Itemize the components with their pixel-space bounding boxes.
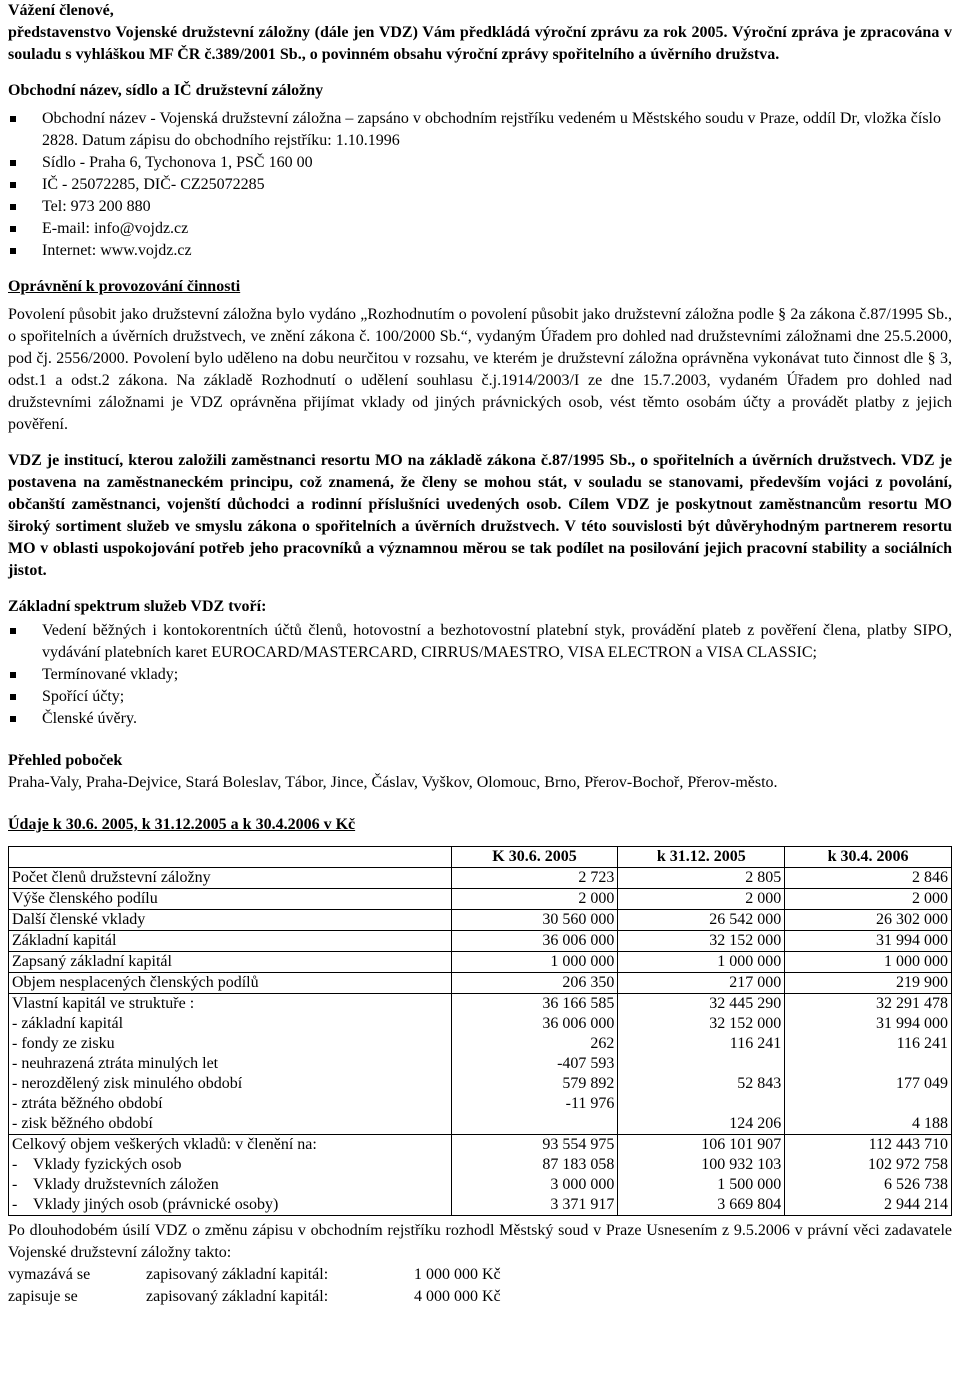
table-cell: 219 900 (785, 973, 952, 994)
table-cell: 2 723 (451, 868, 618, 889)
table-cell: 177 049 (896, 1075, 948, 1092)
table-cell (455, 1114, 615, 1134)
capital-change-row (8, 1286, 952, 1308)
table-cell-label: Počet členů družstevní záložny (9, 868, 452, 889)
list-item: Členské úvěry. (8, 708, 952, 730)
capital-amount: 4 000 000 Kč (414, 1288, 501, 1305)
list-item: Termínované vklady; (8, 664, 952, 686)
table-cell: 1 000 000 (785, 952, 952, 973)
section-table (8, 814, 952, 1216)
data-table (8, 846, 952, 1216)
table-cell: 36 006 000 (451, 931, 618, 952)
table-header-cell: k 31.12. 2005 (618, 847, 785, 868)
equity-values-2005-12 (618, 994, 785, 1135)
deposit-label: - Vklady fyzických osob (12, 1156, 182, 1173)
equity-label: Vlastní kapitál ve struktuře : (12, 995, 195, 1012)
table-cell: 116 241 (729, 1035, 782, 1052)
deposit-values-2005-06 (451, 1135, 618, 1216)
table-cell: 1 000 000 (451, 952, 618, 973)
table-cell: 31 994 000 (876, 1015, 948, 1032)
table-cell: 26 302 000 (785, 910, 952, 931)
table-title: Údaje k 30.6. 2005, k 31.12.2005 a k 30.4.2006 v Kč (8, 816, 356, 833)
table-cell: 2 000 (451, 889, 618, 910)
table-row-deposits (9, 1135, 952, 1216)
closing-text: Po dlouhodobém úsilí VDZ o změnu zápisu v obchodním rejstříku rozhodl Městský soud v Praze Usnesením z 9.5.2006 v právní věci zadavatele Vojenské družstevní záložny takto: (8, 1222, 952, 1261)
capital-amount: 1 000 000 Kč (414, 1266, 501, 1283)
table-cell: 52 843 (737, 1075, 782, 1092)
equity-label: - neuhrazená ztráta minulých let (12, 1055, 219, 1072)
table-cell: 3 371 917 (550, 1196, 615, 1213)
section-branches-heading: Přehled poboček (8, 752, 123, 769)
list-item: Tel: 973 200 880 (8, 196, 952, 218)
table-row-equity (9, 994, 952, 1135)
branches-text: Praha-Valy, Praha-Dejvice, Stará Boleslav, Tábor, Jince, Čáslav, Vyškov, Olomouc, Brno, Přerov-Bochoř, Přerov-město. (8, 774, 778, 791)
equity-label: - fondy ze zisku (12, 1035, 115, 1052)
section-authorization-heading: Oprávnění k provozování činnosti (8, 278, 241, 295)
table-cell: 6 526 738 (884, 1176, 948, 1193)
table-row (9, 889, 952, 910)
equity-values-2006-04 (785, 994, 952, 1135)
table-cell: 30 560 000 (451, 910, 618, 931)
capital-change-row (8, 1264, 952, 1286)
section-services (8, 596, 952, 730)
intro-text: představenstvo Vojenské družstevní záložny (dále jen VDZ) Vám předkládá výroční zprávu za rok 2005. Výroční zpráva je zpracována v souladu s vyhláškou MF ČR č.389/2001 Sb., o povinném obsahu výroční zprávy spořitelního a úvěrního družstva. (8, 24, 952, 63)
table-cell: 124 206 (729, 1115, 782, 1132)
table-row (9, 868, 952, 889)
list-item: Sídlo - Praha 6, Tychonova 1, PSČ 160 00 (8, 152, 952, 174)
list-item: Vedení běžných i kontokorentních účtů členů, hotovostní a bezhotovostní platební styk, provádění plateb z pověření člena, platby SIPO, vydávání platebních karet EUROCARD/MASTERCARD, CIRRUS/MAESTRO, VISA ELECTRON a VISA CLASSIC; (8, 620, 952, 664)
identity-list (8, 108, 952, 262)
table-cell: 116 241 (896, 1035, 948, 1052)
table-cell: 100 932 103 (701, 1156, 782, 1173)
deposit-labels (9, 1135, 452, 1216)
table-header-cell (9, 847, 452, 868)
equity-label: - zisk běžného období (12, 1115, 153, 1132)
intro (8, 0, 952, 66)
table-cell: 106 101 907 (701, 1136, 782, 1153)
capital-action: zapisuje se (8, 1288, 78, 1305)
table-cell: 4 188 (912, 1115, 948, 1132)
table-cell-label: Výše členského podílu (9, 889, 452, 910)
table-cell (788, 1054, 948, 1074)
table-cell: -11 976 (565, 1095, 615, 1112)
list-item: Spořící účty; (8, 686, 952, 708)
list-item: IČ - 25072285, DIČ- CZ25072285 (8, 174, 952, 196)
equity-label: - základní kapitál (12, 1015, 124, 1032)
list-item: Obchodní název - Vojenská družstevní záložna – zapsáno v obchodním rejstříku vedeném u Městského soudu v Praze, oddíl Dr, vložka číslo 2828. Datum zápisu do obchodního rejstříku: 1.10.1996 (8, 108, 952, 152)
capital-action: vymazává se (8, 1266, 91, 1283)
section-branches (8, 750, 952, 794)
section-mission (8, 450, 952, 582)
table-cell: 32 445 290 (709, 995, 782, 1012)
table-cell: 2 805 (618, 868, 785, 889)
table-cell: -407 593 (557, 1055, 615, 1072)
section-identity (8, 80, 952, 262)
deposit-label: - Vklady družstevních záložen (12, 1176, 219, 1193)
table-row (9, 952, 952, 973)
table-cell: 2 000 (618, 889, 785, 910)
table-cell: 31 994 000 (785, 931, 952, 952)
table-cell: 2 000 (785, 889, 952, 910)
table-cell: 93 554 975 (542, 1136, 615, 1153)
services-list (8, 620, 952, 730)
table-cell: 87 183 058 (542, 1156, 615, 1173)
deposit-label: - Vklady jiných osob (právnické osoby) (12, 1196, 279, 1213)
equity-values-2005-06 (451, 994, 618, 1135)
table-cell (788, 1094, 948, 1114)
table-cell: 262 (590, 1035, 615, 1052)
table-cell: 206 350 (451, 973, 618, 994)
mission-text: VDZ je institucí, kterou založili zaměstnanci resortu MO na základě zákona č.87/1995 Sb., o spořitelních a úvěrních družstvech. VDZ je postavena na zaměstnaneckém principu, což znamená, že členy se mohou stát, v souladu se stanovami, především vojáci z povolání, občanští zaměstnanci, vojenští důchodci a rodinní příslušníci uvedených osob. Cílem VDZ je poskytnout zaměstnancům resortu MO široký sortiment služeb ve smyslu zákona o spořitelních a úvěrních družstvech. V této souvislosti být důvěryhodným partnerem resortu MO v oblasti uspokojování potřeb jeho pracovníků a významnou měrou se tak podílet na posilování jejich pracovní stability a sociálních jistot. (8, 452, 952, 579)
table-cell-label: Objem nesplacených členských podílů (9, 973, 452, 994)
table-row (9, 931, 952, 952)
table-cell: 2 944 214 (884, 1196, 948, 1213)
table-cell-label: Další členské vklady (9, 910, 452, 931)
table-cell-label: Základní kapitál (9, 931, 452, 952)
table-cell: 32 152 000 (618, 931, 785, 952)
equity-label: - nerozdělený zisk minulého období (12, 1075, 243, 1092)
equity-label: - ztráta běžného období (12, 1095, 163, 1112)
authorization-text: Povolení působit jako družstevní záložna bylo vydáno „Rozhodnutím o povolení působit jako družstevní záložna podle § 2a zákona č.87/1995 Sb., o spořitelních a úvěrních družstvech, ve znění zákona č. 100/2000 Sb.“, vydaným Úřadem pro dohled nad družstevními záložnami dne 25.5.2000, pod čj. 2556/2000. Povolení bylo uděleno na dobu neurčitou v rozsahu, ve kterém je družstevní záložna oprávněna vykonávat tuto činnost dle § 3, odst.1 a odst.2 zákona. Na základě Rozhodnutí o udělení souhlasu č.j.1914/2003/I ze dne 15.7.2003, vydaném Úřadem pro dohled nad družstevními záložnami je VDZ oprávněna přijímat vklady od jiných právnických osob, vést těmto osobám účty a provádět platby z jejich pověření. (8, 306, 952, 433)
table-cell: 217 000 (618, 973, 785, 994)
table-cell: 3 000 000 (550, 1176, 615, 1193)
section-services-heading: Základní spektrum služeb VDZ tvoří: (8, 598, 267, 615)
table-cell (621, 1094, 781, 1114)
table-cell: 32 152 000 (709, 1015, 782, 1032)
table-cell: 36 166 585 (542, 995, 615, 1012)
table-cell: 36 006 000 (542, 1015, 615, 1032)
document-page (8, 0, 952, 1308)
closing (8, 1220, 952, 1308)
section-authorization (8, 276, 952, 436)
table-header-cell: k 30.4. 2006 (785, 847, 952, 868)
table-cell: 579 892 (562, 1075, 615, 1092)
capital-item: zapisovaný základní kapitál: (146, 1288, 329, 1305)
equity-labels (9, 994, 452, 1135)
section-identity-heading: Obchodní název, sídlo a IČ družstevní záložny (8, 82, 324, 99)
table-cell: 26 542 000 (618, 910, 785, 931)
table-cell: 32 291 478 (876, 995, 948, 1012)
table-cell (621, 1054, 781, 1074)
table-row (9, 973, 952, 994)
table-cell: 102 972 758 (868, 1156, 948, 1173)
table-cell: 3 669 804 (717, 1196, 782, 1213)
greeting: Vážení členové, (8, 2, 114, 19)
list-item: E-mail: info@vojdz.cz (8, 218, 952, 240)
capital-item: zapisovaný základní kapitál: (146, 1266, 329, 1283)
deposit-label: Celkový objem veškerých vkladů: v členění na: (12, 1136, 317, 1153)
table-cell: 2 846 (785, 868, 952, 889)
table-header-row (9, 847, 952, 868)
table-header-cell: K 30.6. 2005 (451, 847, 618, 868)
table-row (9, 910, 952, 931)
table-cell-label: Zapsaný základní kapitál (9, 952, 452, 973)
table-cell: 112 443 710 (868, 1136, 948, 1153)
deposit-values-2005-12 (618, 1135, 785, 1216)
list-item: Internet: www.vojdz.cz (8, 240, 952, 262)
table-cell: 1 500 000 (717, 1176, 782, 1193)
table-cell: 1 000 000 (618, 952, 785, 973)
deposit-values-2006-04 (785, 1135, 952, 1216)
